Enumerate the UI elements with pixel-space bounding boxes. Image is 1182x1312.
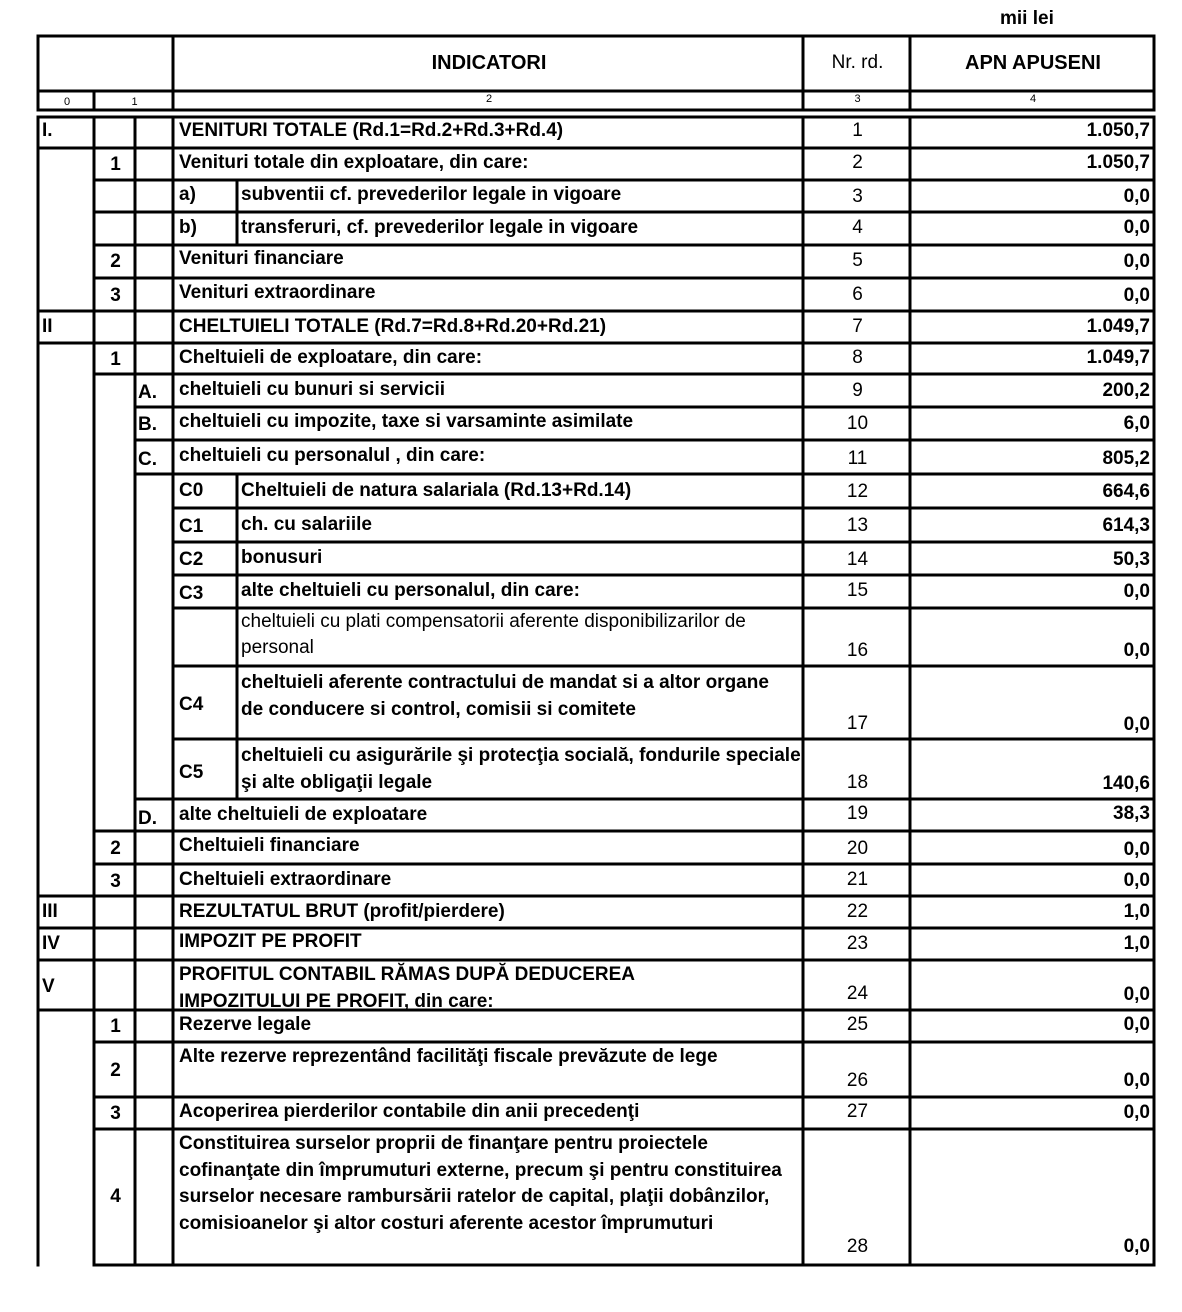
row-nr: 7 [852, 316, 863, 337]
colnum-3: 3 [854, 93, 861, 105]
row-code: 1 [110, 349, 121, 370]
row-label: cheltuieli cu impozite, taxe si varsaminte asimilate [179, 411, 634, 432]
row-value: 0,0 [1123, 251, 1150, 272]
row-code: A. [138, 382, 157, 403]
row-value: 805,2 [1102, 448, 1150, 469]
row-value: 1,0 [1123, 933, 1150, 954]
row-value: 664,6 [1102, 481, 1150, 502]
row-label: CHELTUIELI TOTALE (Rd.7=Rd.8+Rd.20+Rd.21) [179, 316, 607, 337]
row-value: 1.049,7 [1086, 347, 1150, 368]
row-label: Constituirea surselor proprii de finanţare pentru proiectele cofinanţate din împrumuturi externe, precum şi pentru constituirea surselor necesare rambursării ratelor de capital, plaţii dobânzilor, comisioanelor şi altor costuri aferente acestor împrumuturi [179, 1133, 782, 1234]
row-code: C3 [179, 583, 204, 604]
row-code: 1 [110, 1016, 121, 1037]
header-indicatori: INDICATORI [431, 52, 547, 74]
row-code: B. [138, 414, 157, 435]
row-label: cheltuieli cu asigurările şi protecţia socială, fondurile speciale şi alte obligaţii legale [241, 745, 801, 793]
row-roman: II [42, 316, 53, 337]
row-code: C5 [179, 762, 204, 783]
row-value: 0,0 [1123, 1014, 1150, 1035]
row-roman: V [42, 976, 55, 997]
row-code: C0 [179, 480, 204, 501]
row-nr: 17 [846, 713, 869, 734]
row-label: PROFITUL CONTABIL RĂMAS DUPĂ DEDUCEREA IMPOZITULUI PE PROFIT, din care: [179, 964, 635, 1009]
row-nr: 23 [846, 933, 869, 954]
row-label: bonusuri [241, 547, 323, 568]
row-label: REZULTATUL BRUT (profit/pierdere) [179, 901, 505, 922]
row-value: 1.050,7 [1086, 152, 1150, 173]
row-value: 0,0 [1123, 1102, 1150, 1123]
row-label: Venituri extraordinare [179, 282, 376, 303]
row-code: a) [179, 184, 196, 205]
row-value: 50,3 [1113, 549, 1150, 570]
row-value: 140,6 [1102, 773, 1150, 794]
header-nr-rd: Nr. rd. [831, 52, 884, 73]
header-company: APN APUSENI [965, 52, 1101, 74]
row-nr: 19 [846, 803, 869, 824]
row-value: 0,0 [1123, 217, 1150, 238]
row-label: subventii cf. prevederilor legale in vigoare [241, 184, 622, 205]
row-code: 3 [110, 1103, 121, 1124]
row-nr: 21 [846, 869, 869, 890]
row-nr: 22 [846, 901, 869, 922]
row-nr: 27 [846, 1101, 869, 1122]
row-label: Venituri totale din exploatare, din care: [179, 152, 529, 173]
row-code: D. [138, 808, 157, 829]
row-nr: 11 [847, 448, 868, 469]
row-label: cheltuieli cu bunuri si servicii [179, 379, 446, 400]
row-label: Cheltuieli financiare [179, 835, 360, 856]
row-code: b) [179, 217, 197, 238]
row-label: cheltuieli aferente contractului de mandat si a altor organe de conducere si control, comisii si comitete [241, 672, 769, 720]
colnum-2: 2 [485, 93, 493, 105]
colnum-0: 0 [63, 96, 71, 108]
colnum-4: 4 [1029, 93, 1037, 105]
row-label: Cheltuieli de exploatare, din care: [179, 347, 483, 368]
row-nr: 1 [852, 120, 863, 141]
row-label: alte cheltuieli cu personalul, din care: [241, 580, 580, 601]
row-value: 0,0 [1123, 285, 1150, 306]
row-label: cheltuieli cu personalul , din care: [179, 445, 486, 466]
row-label: Cheltuieli de natura salariala (Rd.13+Rd.14) [241, 480, 632, 501]
row-value: 0,0 [1123, 714, 1150, 735]
unit-label: mii lei [1000, 8, 1054, 29]
row-nr: 15 [846, 580, 869, 601]
row-nr: 3 [852, 186, 863, 207]
row-value: 0,0 [1123, 186, 1150, 207]
row-nr: 10 [846, 413, 869, 434]
row-value: 1,0 [1123, 901, 1150, 922]
row-nr: 26 [846, 1070, 869, 1091]
row-value: 38,3 [1113, 803, 1150, 824]
row-label: Alte rezerve reprezentând facilităţi fiscale prevăzute de lege [179, 1046, 718, 1067]
row-nr: 4 [852, 217, 863, 238]
row-label: Cheltuieli extraordinare [179, 869, 392, 890]
row-label: Venituri financiare [179, 248, 344, 269]
row-nr: 24 [846, 983, 869, 1004]
row-label: ch. cu salariile [241, 514, 372, 535]
row-value: 0,0 [1123, 1070, 1150, 1091]
row-nr: 16 [846, 640, 869, 661]
row-label: alte cheltuieli de exploatare [179, 804, 428, 825]
row-nr: 20 [846, 838, 869, 859]
row-label: Acoperirea pierderilor contabile din anii precedenţi [179, 1101, 640, 1122]
row-nr: 28 [846, 1236, 869, 1257]
row-code: 2 [110, 838, 121, 859]
row-roman: I. [42, 120, 53, 141]
row-nr: 5 [852, 250, 863, 271]
row-value: 200,2 [1102, 380, 1150, 401]
row-nr: 2 [852, 152, 863, 173]
row-label: transferuri, cf. prevederilor legale in vigoare [241, 217, 639, 238]
row-value: 0,0 [1123, 984, 1150, 1005]
row-code: 3 [110, 871, 121, 892]
row-label: IMPOZIT PE PROFIT [179, 931, 362, 952]
row-code: 3 [110, 285, 121, 306]
row-code: C1 [179, 516, 204, 537]
row-value: 614,3 [1102, 515, 1150, 536]
row-nr: 8 [852, 347, 863, 368]
row-nr: 25 [846, 1014, 869, 1035]
row-value: 1.050,7 [1086, 120, 1150, 141]
row-label: Rezerve legale [179, 1014, 312, 1035]
row-code: 2 [110, 251, 121, 272]
row-value: 0,0 [1123, 640, 1150, 661]
row-label: cheltuieli cu plati compensatorii aferente disponibilizarilor de personal [241, 611, 746, 658]
row-code: 4 [110, 1186, 121, 1207]
row-nr: 12 [846, 481, 869, 502]
row-code: C4 [179, 694, 204, 715]
colnum-1: 1 [131, 96, 138, 108]
row-value: 0,0 [1123, 581, 1150, 602]
row-code: 1 [110, 154, 121, 175]
row-value: 0,0 [1123, 870, 1150, 891]
row-code: 2 [110, 1060, 121, 1081]
row-nr: 13 [846, 515, 869, 536]
row-roman: III [42, 901, 58, 922]
row-nr: 6 [852, 284, 863, 305]
row-value: 6,0 [1123, 413, 1150, 434]
row-nr: 14 [846, 549, 869, 570]
row-label: VENITURI TOTALE (Rd.1=Rd.2+Rd.3+Rd.4) [179, 120, 564, 141]
row-nr: 9 [852, 380, 863, 401]
row-code: C2 [179, 549, 204, 570]
row-roman: IV [42, 933, 60, 954]
row-nr: 18 [846, 772, 869, 793]
row-value: 0,0 [1123, 839, 1150, 860]
row-value: 0,0 [1123, 1236, 1150, 1257]
row-value: 1.049,7 [1086, 316, 1150, 337]
row-code: C. [138, 449, 157, 470]
